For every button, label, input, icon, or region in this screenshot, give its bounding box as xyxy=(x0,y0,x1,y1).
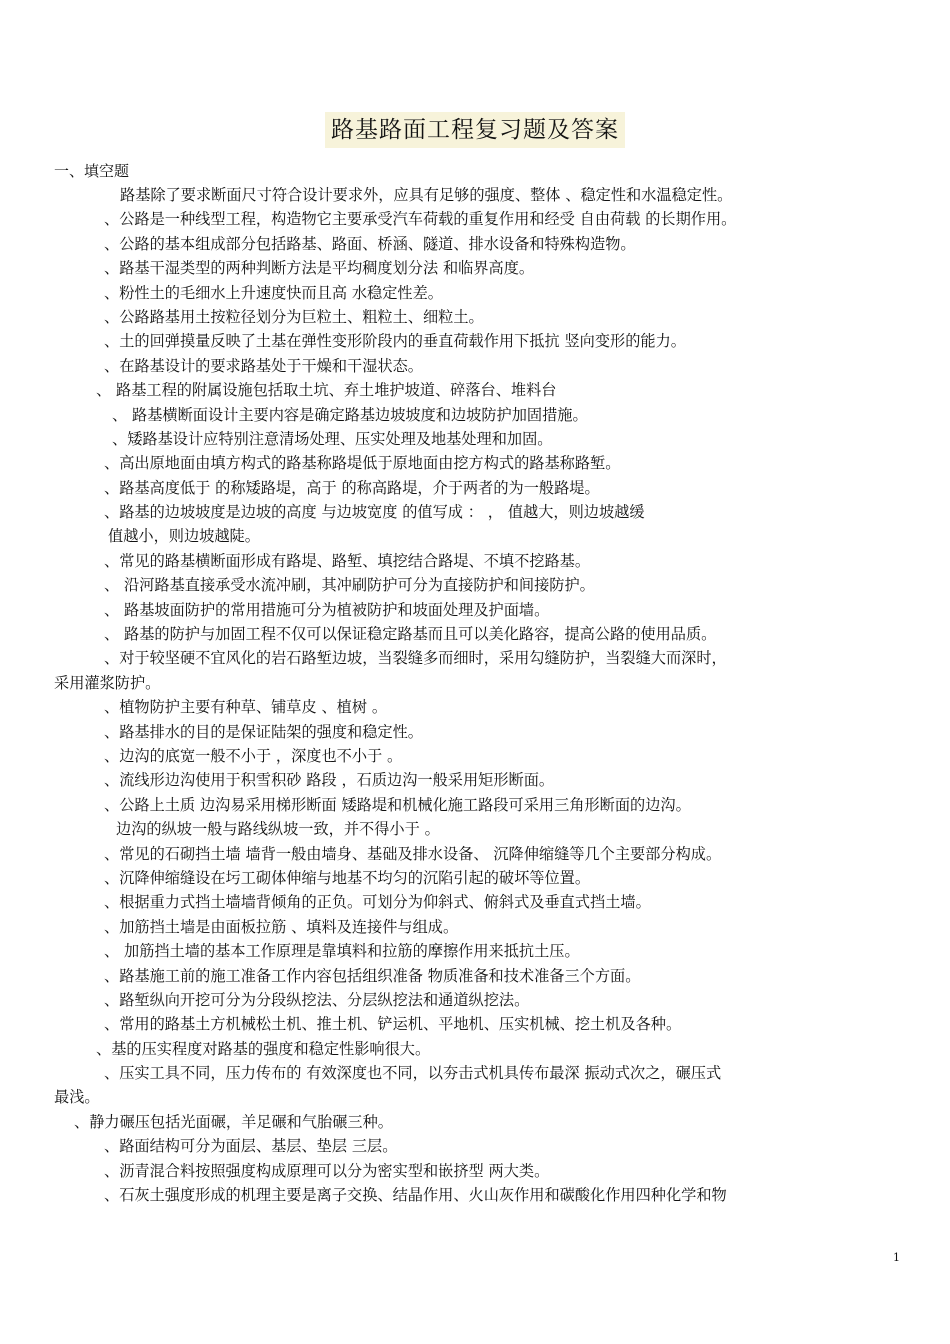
question-line: 、流线形边沟使用于积雪积砂 路段 ，石质边沟一般采用矩形断面。 xyxy=(104,771,555,790)
question-line: 、公路的基本组成部分包括路基、路面、桥涵、隧道、排水设备和特殊构造物。 xyxy=(104,234,636,253)
title-wrap xyxy=(0,112,950,148)
question-line: 、 路基的防护与加固工程不仅可以保证稳定路基而且可以美化路容，提高公路的使用品质。 xyxy=(104,625,717,644)
question-line: 、沉降伸缩缝设在圬工砌体伸缩与地基不均匀的沉陷引起的破坏等位置。 xyxy=(104,868,590,887)
question-line: 、 路基工程的附属设施包括取土坑、弃土堆护坡道、碎落台、堆料台 xyxy=(96,381,557,400)
page-number: 1 xyxy=(893,1251,900,1264)
question-line: 、路基的边坡坡度是边坡的高度 与边坡宽度 的值写成 ： ， 值越大，则边坡越缓 xyxy=(104,503,645,522)
question-line: 、粉性土的毛细水上升速度快而且高 水稳定性差。 xyxy=(104,283,443,302)
question-line: 、路基高度低于 的称矮路堤，高于 的称高路堤，介于两者的为一般路堤。 xyxy=(104,478,600,497)
question-line: 边沟的纵坡一般与路线纵坡一致，并不得小于 。 xyxy=(116,820,440,839)
question-line: 、路基施工前的施工准备工作内容包括组织准备 物质准备和技术准备三个方面。 xyxy=(104,966,641,985)
question-line: 、沥青混合料按照强度构成原理可以分为密实型和嵌挤型 两大类。 xyxy=(104,1161,550,1180)
question-line: 、土的回弹摸量反映了土基在弹性变形阶段内的垂直荷载作用下抵抗 竖向变形的能力。 xyxy=(104,332,686,351)
question-line: 采用灌浆防护。 xyxy=(54,673,161,692)
question-line: 路基除了要求断面尺寸符合设计要求外，应具有足够的强度、整体 、稳定性和水温稳定性。 xyxy=(120,186,733,204)
question-line: 、在路基设计的要求路基处于干燥和干湿状态。 xyxy=(104,356,423,375)
question-line: 最浅。 xyxy=(54,1088,100,1107)
question-line: 、对于较坚硬不宜风化的岩石路堑边坡，当裂缝多而细时，采用勾缝防护，当裂缝大而深时， xyxy=(104,649,727,668)
question-line: 、矮路基设计应特别注意清场处理、压实处理及地基处理和加固。 xyxy=(112,429,553,448)
question-line: 、石灰土强度形成的机理主要是离子交换、结晶作用、火山灰作用和碳酸化作用四种化学和物 xyxy=(104,1186,727,1205)
question-line: 、常用的路基土方机械松土机、推土机、铲运机、平地机、压实机械、挖土机及各种。 xyxy=(104,1015,682,1034)
question-line: 、 路基横断面设计主要内容是确定路基边坡坡度和边坡防护加固措施。 xyxy=(112,405,588,424)
question-line: 、植物防护主要有种草、铺草皮 、植树 。 xyxy=(104,698,388,717)
question-line: 、路基干湿类型的两种判断方法是平均稠度划分法 和临界高度。 xyxy=(104,259,535,278)
section-heading: 一、填空题 xyxy=(54,162,130,180)
question-list xyxy=(0,183,950,1207)
question-line: 、常见的石砌挡土墙 墙背一般由墙身、基础及排水设备、 沉降伸缩缝等几个主要部分构成。 xyxy=(104,844,722,863)
question-line: 、加筋挡土墙是由面板拉筋 、填料及连接件与组成。 xyxy=(104,917,459,936)
question-line: 、公路是一种线型工程，构造物它主要承受汽车荷载的重复作用和经受 自由荷载 的长期作用。 xyxy=(104,210,737,229)
question-line: 、公路上土质 边沟易采用梯形断面 矮路堤和机械化施工路段可采用三角形断面的边沟。 xyxy=(104,795,691,814)
question-line: 、常见的路基横断面形成有路堤、路堑、填挖结合路堤、不填不挖路基。 xyxy=(104,551,590,570)
question-line: 值越小，则边坡越陡。 xyxy=(108,527,260,546)
question-line: 、基的压实程度对路基的强度和稳定性影响很大。 xyxy=(96,1039,431,1058)
question-line: 、 加筋挡土墙的基本工作原理是靠填料和拉筋的摩擦作用来抵抗土压。 xyxy=(104,942,580,961)
question-line: 、压实工具不同，压力传布的 有效深度也不同，以夯击式机具传布最深 振动式次之，碾压式 xyxy=(104,1064,722,1083)
question-line: 、边沟的底宽一般不小于 ，深度也不小于 。 xyxy=(104,746,403,765)
question-line: 、路堑纵向开挖可分为分段纵挖法、分层纵挖法和通道纵挖法。 xyxy=(104,990,530,1009)
question-line: 、 沿河路基直接承受水流冲刷，其冲刷防护可分为直接防护和间接防护。 xyxy=(104,576,595,595)
question-line: 、路基排水的目的是保证陆架的强度和稳定性。 xyxy=(104,722,423,741)
document-title: 路基路面工程复习题及答案 xyxy=(325,112,625,148)
question-line: 、 路基坡面防护的常用措施可分为植被防护和坡面处理及护面墙。 xyxy=(104,600,550,619)
question-line: 、根据重力式挡土墙墙背倾角的正负。可划分为仰斜式、俯斜式及垂直式挡土墙。 xyxy=(104,893,651,912)
question-line: 、路面结构可分为面层、基层、垫层 三层。 xyxy=(104,1137,398,1156)
question-line: 、静力碾压包括光面碾，羊足碾和气胎碾三种。 xyxy=(74,1112,393,1131)
question-line: 、公路路基用土按粒径划分为巨粒土、粗粒土、细粒土。 xyxy=(104,307,484,326)
question-line: 、高出原地面由填方构式的路基称路堤低于原地面由挖方构式的路基称路堑。 xyxy=(104,454,621,473)
